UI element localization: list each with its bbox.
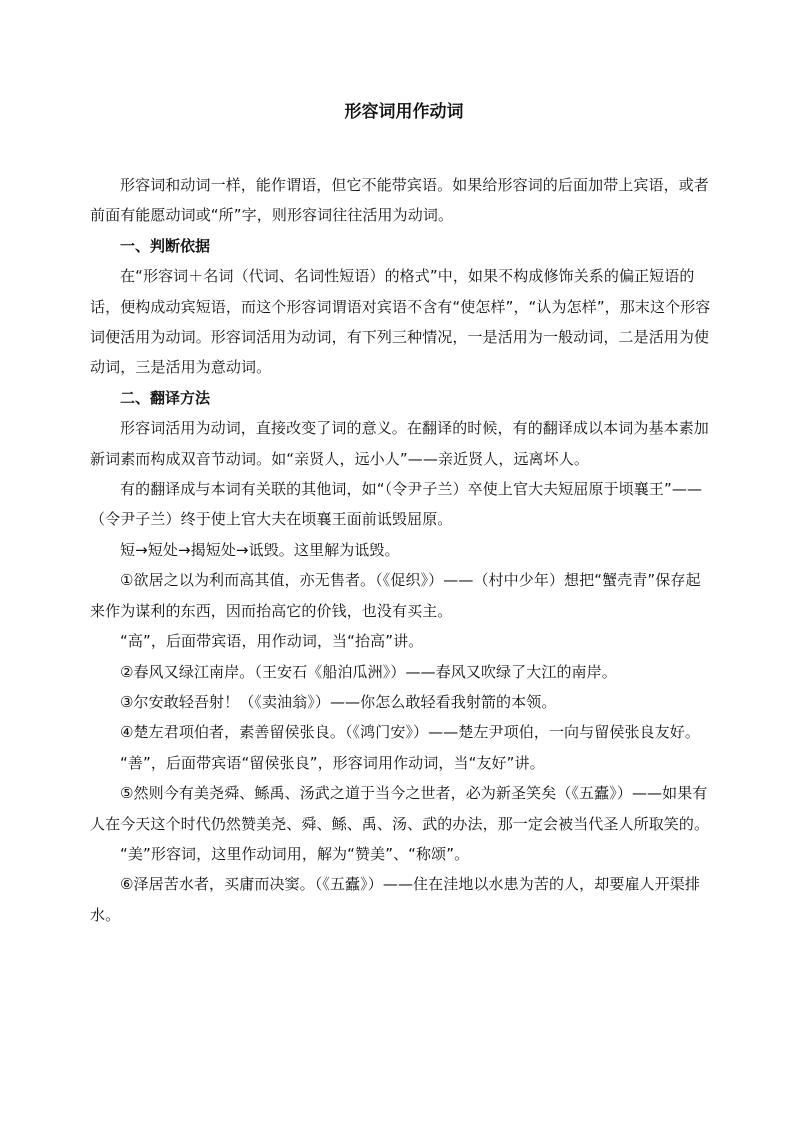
example-5-note: “美”形容词，这里作动词用，解为“赞美”、“称颂”。 <box>120 844 470 863</box>
example-4: ④楚左君项伯者，素善留侯张良。（《鸿门安》）——楚左尹项伯，一向与留侯张良友好。 <box>120 723 700 742</box>
paragraph-related-word: 有的翻译成与本词有关联的其他词，如“（令尹子兰）卒使上官大夫短屈原于顷襄王”——（令尹子兰）终于使上官大夫在顷襄王面前诋毁屈原。 <box>90 480 703 529</box>
paragraph-derivation-chain: 短→短处→揭短处→诋毁。这里解为诋毁。 <box>120 540 400 559</box>
paragraph-judgment-basis: 在“形容词＋名词（代词、名词性短语）的格式”中，如果不构成修饰关系的偏正短语的话，便构成动宾短语，而这个形容词谓语对宾语不含有“使怎样”，“认为怎样”，那末这个形容词便活用为动词。形容词活用为动词，有下列三种情况，一是活用为一般动词，二是活用为使动词，三是活用为意动词。 <box>90 267 711 377</box>
example-1-note: “高”，后面带宾语，用作动词，当“抬高”讲。 <box>120 632 424 651</box>
paragraph-intro: 形容词和动词一样，能作谓语，但它不能带宾语。如果给形容词的后面加带上宾语，或者前面有能愿动词或“所”字，则形容词往往活用为动词。 <box>90 176 709 225</box>
example-1: ①欲居之以为利而高其值，亦无售者。（《促织》）——（村中少年）想把“蟹壳青”保存起来作为谋利的东西，因而抬高它的价钱，也没有买主。 <box>90 571 701 620</box>
section-heading-translation-method: 二、翻译方法 <box>120 388 211 407</box>
example-2: ②春风又绿江南岸。（王安石《船泊瓜洲》）——春风又吹绿了大江的南岸。 <box>120 662 617 681</box>
section-heading-judgment-basis: 一、判断依据 <box>120 236 211 255</box>
example-4-note: “善”，后面带宾语“留侯张良”，形容词用作动词，当“友好”讲。 <box>120 753 545 772</box>
document-title: 形容词用作动词 <box>344 102 464 122</box>
paragraph-translation-method: 形容词活用为动词，直接改变了词的意义。在翻译的时候，有的翻译成以本词为基本素加新词素而构成双音节动词。如“亲贤人，远小人”——亲近贤人，远离坏人。 <box>90 419 709 468</box>
example-6: ⑥泽居苦水者，买庸而决窦。（《五蠹》）——住在洼地以水患为苦的人，却要雇人开渠排水。 <box>90 875 700 924</box>
example-3: ③尔安敢轻吾射！（《卖油翁》）——你怎么敢轻看我射箭的本领。 <box>120 692 557 711</box>
example-5: ⑤然则今有美尧舜、鲧禹、汤武之道于当今之世者，必为新圣笑矣（《五蠹》）——如果有人在今天这个时代仍然赞美尧、舜、鲧、禹、汤、武的办法，那一定会被当代圣人所取笑的。 <box>90 784 710 833</box>
